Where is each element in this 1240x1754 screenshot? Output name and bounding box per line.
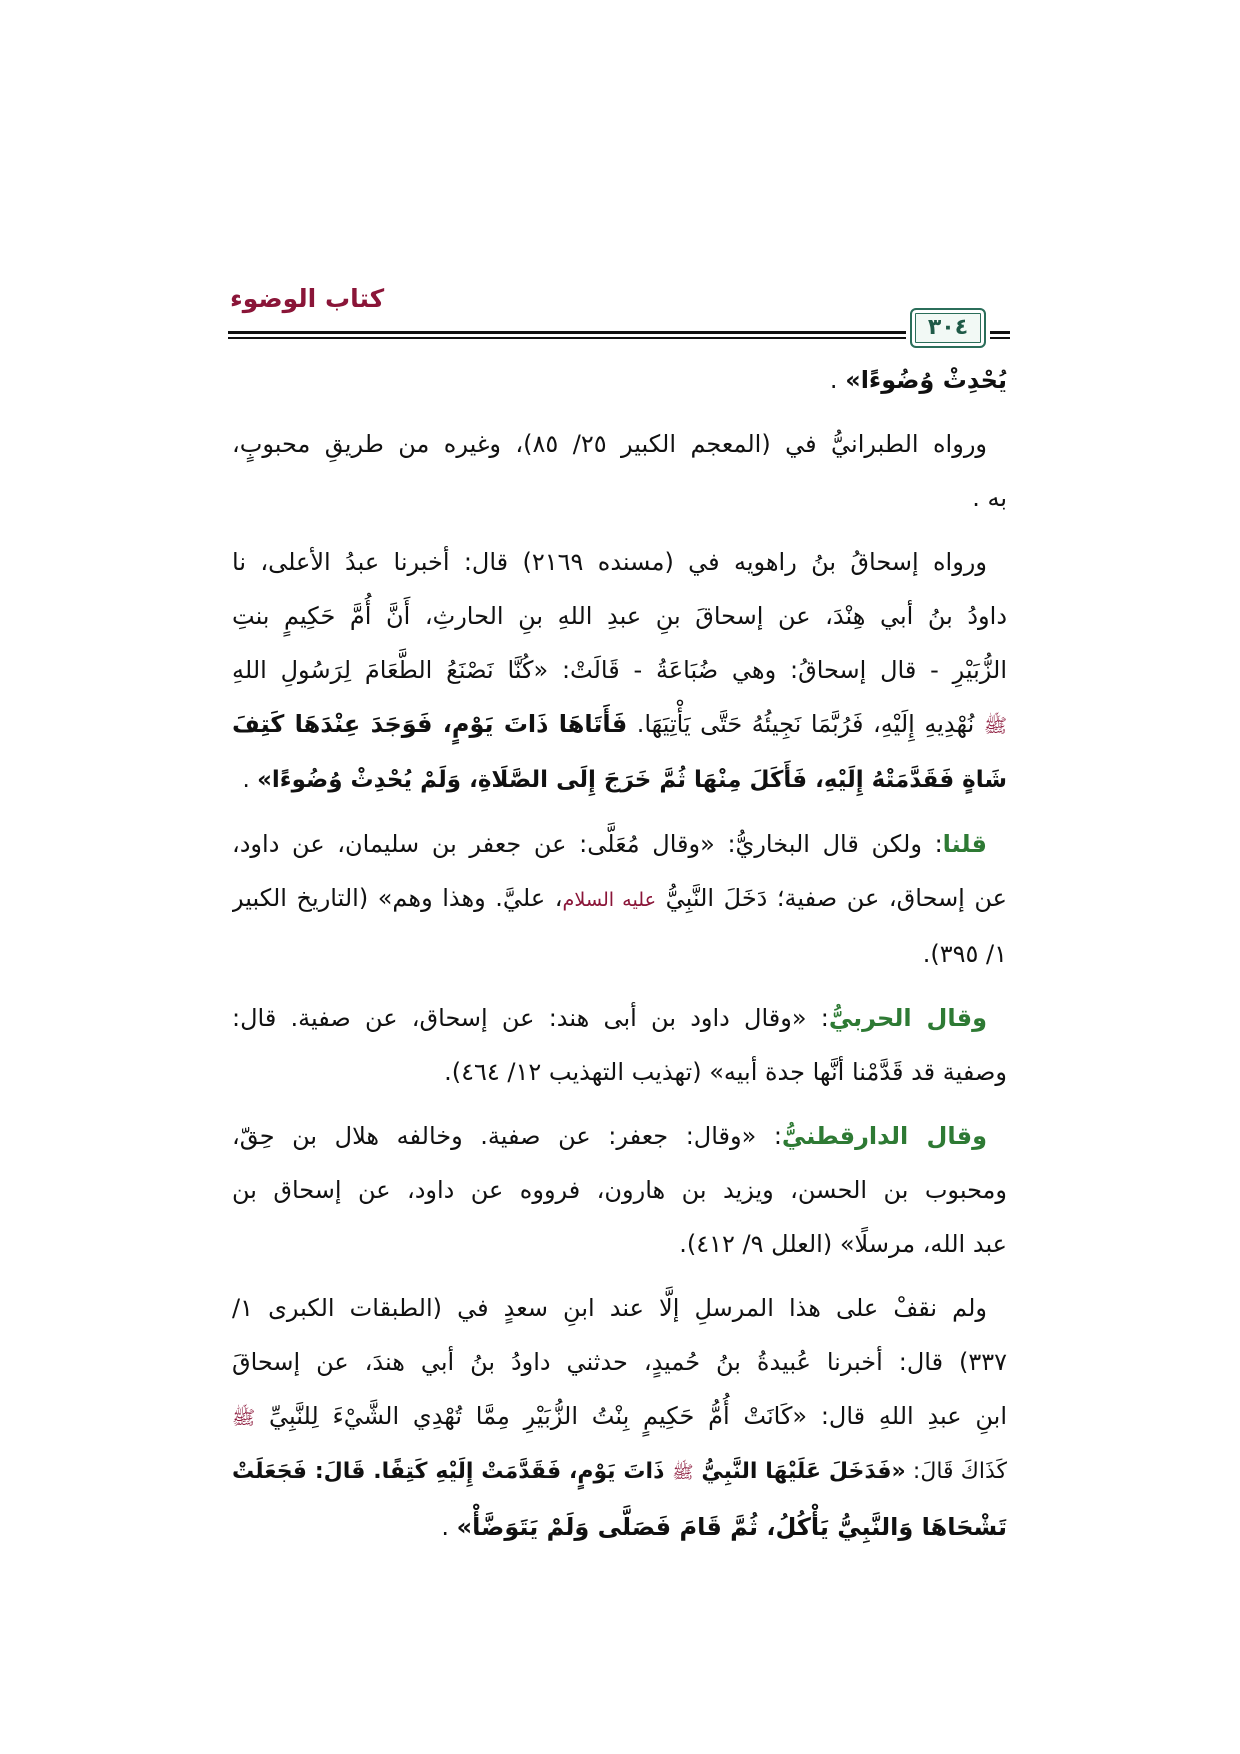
text-span: الزُّبَيْرِ - قال إسحاقُ: وهي ضُبَاعَةُ - قَالَتْ: «كُنَّا نَصْنَعُ الطَّعَامَ لِرَسُولِ اللهِ (232, 656, 1007, 684)
text-span: . (242, 767, 258, 793)
text-line (232, 927, 1007, 981)
text-span: عن إسحاق، عن صفية؛ دَخَلَ النَّبِيُّ (656, 884, 1007, 912)
honorific-symbol: ﷺ (232, 1406, 256, 1429)
text-line (232, 417, 1007, 471)
text-line (232, 1217, 1007, 1271)
honorific-symbol: ﷺ (983, 714, 1007, 737)
bold-quote-text: يُحْدِثْ وُضُوءًا» (845, 366, 1007, 394)
bold-quote-text: «فَدَخَلَ عَلَيْهَا النَّبِيُّ (693, 1459, 906, 1484)
text-line (232, 353, 1007, 407)
text-line (232, 697, 1007, 753)
text-span: ، عليَّ. وهذا وهم» (التاريخ الكبير (232, 884, 563, 912)
bold-quote-text: شَاةٍ فَقَدَّمَتْهُ إِلَيْهِ، فَأَكَلَ مِنْهَا ثُمَّ خَرَجَ إِلَى الصَّلَاةِ، وَلَمْ يُحْدِثْ وُضُوءًا» (257, 767, 1007, 793)
text-line (232, 1109, 1007, 1163)
section-label: قلنا (942, 830, 987, 858)
paragraph (232, 1109, 1007, 1271)
bold-quote-text: تَشْحَاهَا وَالنَّبِيُّ يَأْكُلُ، ثُمَّ قَامَ فَصَلَّى وَلَمْ يَتَوَضَّأْ» (456, 1513, 1007, 1541)
text-span: داودُ بنُ أبي هِنْدَ، عن إسحاقَ بنِ عبدِ اللهِ بنِ الحارثِ، أَنَّ أُمَّ حَكِيمٍ بنتِ (232, 602, 1007, 630)
header-double-rule (228, 331, 906, 339)
paragraph (232, 417, 1007, 525)
text-span: : «وقال داود بن أبى هند: عن إسحاق، عن صفية. قال: (232, 1004, 829, 1032)
text-line (232, 471, 1007, 525)
text-span: ورواه إسحاقُ بنُ راهويه في (مسنده ٢١٦٩) قال: أخبرنا عبدُ الأعلى، نا (232, 548, 987, 576)
bold-quote-text: ذَاتَ يَوْمٍ، فَقَدَّمَتْ إِلَيْهِ كَتِفًا. قَالَ: فَجَعَلَتْ (232, 1459, 673, 1484)
running-header-title: كتاب الوضوء (230, 284, 385, 313)
text-span: عبد الله، مرسلًا» (العلل ٩/ ٤١٢). (679, 1230, 1007, 1258)
text-span: : «وقال: جعفر: عن صفية. وخالفه هلال بن حِقّ، (232, 1122, 782, 1150)
text-span: وصفية قد قَدَّمْنا أنَّها جدة أبيه» (تهذيب التهذيب ١٢/ ٤٦٤). (444, 1058, 1007, 1086)
bold-quote-text: فَأَتَاهَا ذَاتَ يَوْمٍ، فَوَجَدَ عِنْدَهَا كَتِفَ (232, 710, 628, 738)
text-line (232, 753, 1007, 807)
paragraph (232, 991, 1007, 1099)
text-span: ولم نقفْ على هذا المرسلِ إلَّا عند ابنِ سعدٍ في (الطبقات الكبرى ١/ (232, 1294, 987, 1322)
honorific-symbol: ﷺ (672, 1463, 694, 1483)
section-label: وقال الدارقطنيُّ (781, 1122, 987, 1150)
text-span: ٣٣٧) قال: أخبرنا عُبيدةُ بنُ حُميدٍ، حدثني داودُ بنُ أبي هندَ، عن إسحاقَ (232, 1348, 1007, 1376)
section-label: وقال الحربيُّ (828, 1004, 987, 1032)
text-span: : ولكن قال البخاريُّ: «وقال مُعَلَّى: عن جعفر بن سليمان، عن داود، (232, 830, 943, 858)
text-line (232, 589, 1007, 643)
text-line (232, 1281, 1007, 1335)
text-line (232, 991, 1007, 1045)
paragraph (232, 1281, 1007, 1554)
text-span: كَذَاكَ قَالَ: (905, 1459, 1007, 1484)
text-span: . (441, 1513, 457, 1541)
text-span: . (829, 366, 846, 394)
paragraph (232, 817, 1007, 981)
text-line (232, 1500, 1007, 1554)
text-line (232, 535, 1007, 589)
text-line (232, 1389, 1007, 1445)
text-line (232, 1163, 1007, 1217)
page-number: ٣٠٤ (927, 315, 969, 340)
text-line (232, 1045, 1007, 1099)
honorific-symbol: عليه السلام (562, 888, 657, 911)
text-line (232, 643, 1007, 697)
text-span: ورواه الطبرانيُّ في (المعجم الكبير ٢٥/ ٨٥)، وغيره من طريقِ محبوبٍ، (232, 430, 987, 458)
header-double-rule-end (990, 331, 1010, 339)
text-span: ومحبوب بن الحسن، ويزيد بن هارون، فرووه عن داود، عن إسحاق بن (232, 1176, 1007, 1204)
page-number-frame (910, 308, 986, 348)
text-line (232, 817, 1007, 871)
text-line (232, 1335, 1007, 1389)
paragraph (232, 353, 1007, 407)
text-line (232, 1445, 1007, 1500)
paragraph (232, 535, 1007, 807)
text-span: به . (972, 484, 1007, 512)
text-span: نُهْدِيهِ إِلَيْهِ، فَرُبَّمَا نَجِيئُهُ حَتَّى يَأْتِيَهَا. (627, 710, 984, 738)
text-span: ١/ ٣٩٥). (922, 940, 1007, 968)
text-line (232, 871, 1007, 927)
text-span: ابنِ عبدِ اللهِ قال: «كَانَتْ أُمُّ حَكِيمٍ بِنْتُ الزُّبَيْرِ مِمَّا تُهْدِي الشَّيْءَ لِلنَّبِيِّ (255, 1402, 1007, 1430)
page-body-text (232, 353, 1007, 1554)
